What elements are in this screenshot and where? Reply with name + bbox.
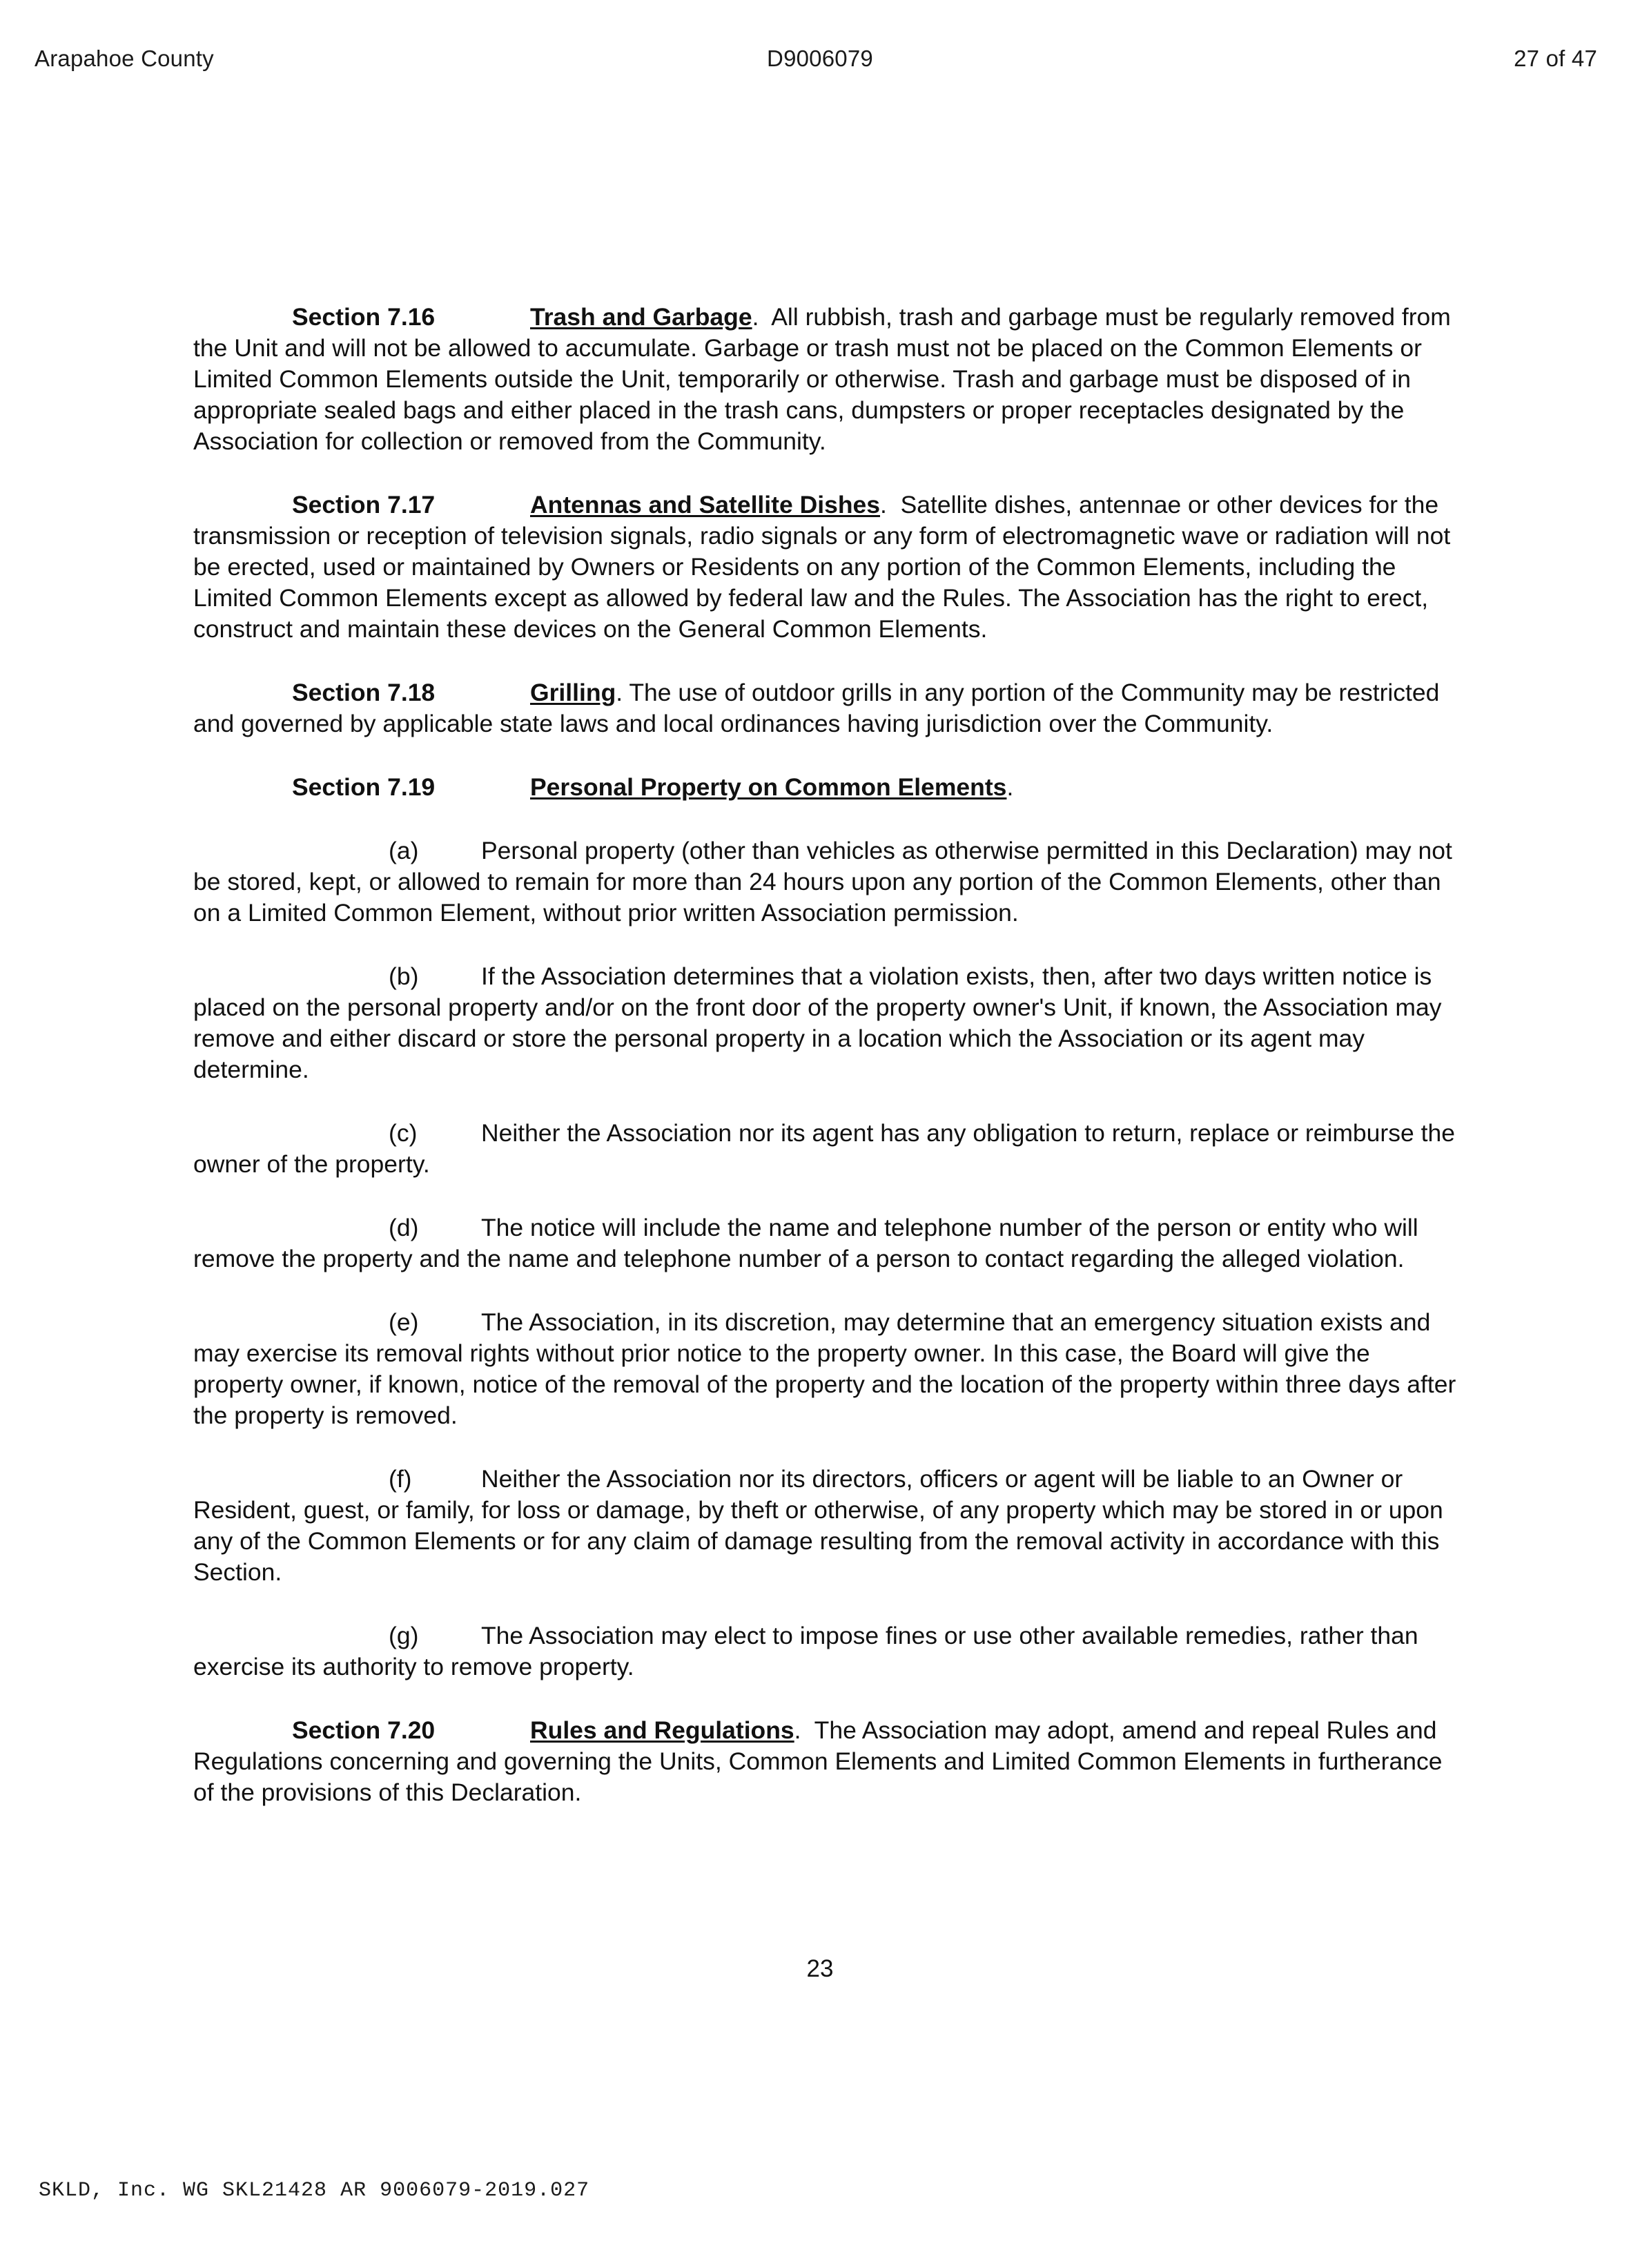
subsection-text: Neither the Association nor its agent has any obligation to return, replace or reimburse the owner of the property. bbox=[193, 1119, 1455, 1178]
section-number: Section 7.17 bbox=[292, 491, 436, 518]
header-county: Arapahoe County bbox=[35, 46, 214, 71]
section-7-20 bbox=[193, 1715, 1456, 1808]
subsection-g bbox=[193, 1620, 1456, 1683]
section-body: The use of outdoor grills in any portion of the Community may be restricted and governed by applicable state laws and local ordinances having jurisdiction over the Community. bbox=[193, 679, 1440, 737]
section-number: Section 7.18 bbox=[292, 679, 436, 706]
section-title: Personal Property on Common Elements bbox=[530, 773, 1007, 801]
section-title: Rules and Regulations bbox=[530, 1716, 794, 1744]
section-7-16 bbox=[193, 302, 1456, 457]
subsection-f bbox=[193, 1464, 1456, 1588]
subsection-c bbox=[193, 1118, 1456, 1180]
subsection-text: If the Association determines that a violation exists, then, after two days written notice is placed on the personal property and/or on the front door of the property owner's Unit, if known, the Association may remove and either discard or store the personal property in a location which the Association or its agent may determine. bbox=[193, 962, 1442, 1083]
document-body bbox=[193, 302, 1456, 1841]
subsection-text: Neither the Association nor its directors, officers or agent will be liable to an Owner or Resident, guest, or family, for loss or damage, by theft or otherwise, of any property which may be stored in or upon any of the Common Elements or for any claim of damage resulting from the removal activity in accordance with this Section. bbox=[193, 1465, 1443, 1586]
subsection-text: The Association may elect to impose fines or use other available remedies, rather than exercise its authority to remove property. bbox=[193, 1622, 1418, 1680]
section-body: All rubbish, trash and garbage must be regularly removed from the Unit and will not be allowed to accumulate. Garbage or trash must not be placed on the Common Elements or Limited Common Elements outside the Unit, temporarily or otherwise. Trash and garbage must be disposed of in appropriate sealed bags and either placed in the trash cans, dumpsters or proper receptacles designated by the Association for collection or removed from the Community. bbox=[193, 303, 1451, 455]
subsection-text: The Association, in its discretion, may determine that an emergency situation exists and may exercise its removal rights without prior notice to the property owner. In this case, the Board will give the property owner, if known, notice of the removal of the property and the location of the property within three days after the property is removed. bbox=[193, 1308, 1456, 1429]
subsection-text: The notice will include the name and telephone number of the person or entity who will remove the property and the name and telephone number of a person to contact regarding the alleged violation. bbox=[193, 1214, 1418, 1272]
header-document-id: D9006079 bbox=[767, 46, 873, 71]
section-7-18 bbox=[193, 677, 1456, 739]
section-title: Antennas and Satellite Dishes bbox=[530, 491, 881, 518]
section-title-suffix: . bbox=[752, 303, 759, 331]
subsection-letter: (a) bbox=[389, 837, 419, 864]
section-title: Grilling bbox=[530, 679, 616, 706]
subsection-letter: (f) bbox=[389, 1465, 412, 1493]
subsection-letter: (d) bbox=[389, 1214, 419, 1241]
page-number: 23 bbox=[806, 1955, 834, 1982]
section-7-17 bbox=[193, 490, 1456, 645]
subsection-e bbox=[193, 1307, 1456, 1431]
subsection-letter: (e) bbox=[389, 1308, 419, 1336]
subsection-text: Personal property (other than vehicles as otherwise permitted in this Declaration) may not be stored, kept, or allowed to remain for more than 24 hours upon any portion of the Common Elements, other than on a Limited Common Element, without prior written Association permission. bbox=[193, 837, 1452, 927]
section-number: Section 7.19 bbox=[292, 773, 436, 801]
subsection-letter: (b) bbox=[389, 962, 419, 990]
section-title-suffix: . bbox=[880, 491, 887, 518]
section-number: Section 7.20 bbox=[292, 1716, 436, 1744]
section-title-suffix: . bbox=[1006, 773, 1014, 801]
section-title-suffix: . bbox=[616, 679, 623, 706]
subsection-d bbox=[193, 1212, 1456, 1274]
section-number: Section 7.16 bbox=[292, 303, 436, 331]
subsection-b bbox=[193, 961, 1456, 1085]
footer-stamp: SKLD, Inc. WG SKL21428 AR 9006079-2019.027 bbox=[39, 2179, 590, 2202]
section-title: Trash and Garbage bbox=[530, 303, 752, 331]
section-7-19 bbox=[193, 772, 1456, 803]
section-body: The Association may adopt, amend and repeal Rules and Regulations concerning and governing the Units, Common Elements and Limited Common Elements in furtherance of the provisions of this Declaration. bbox=[193, 1716, 1443, 1806]
section-body: Satellite dishes, antennae or other devices for the transmission or reception of television signals, radio signals or any form of electromagnetic wave or radiation will not be erected, used or maintained by Owners or Residents on any portion of the Common Elements, including the Limited Common Elements except as allowed by federal law and the Rules. The Association has the right to erect, construct and maintain these devices on the General Common Elements. bbox=[193, 491, 1451, 643]
section-title-suffix: . bbox=[794, 1716, 801, 1744]
subsection-a bbox=[193, 835, 1456, 929]
subsection-letter: (g) bbox=[389, 1622, 419, 1649]
subsection-letter: (c) bbox=[389, 1119, 418, 1147]
header-page-count: 27 of 47 bbox=[1514, 46, 1597, 71]
